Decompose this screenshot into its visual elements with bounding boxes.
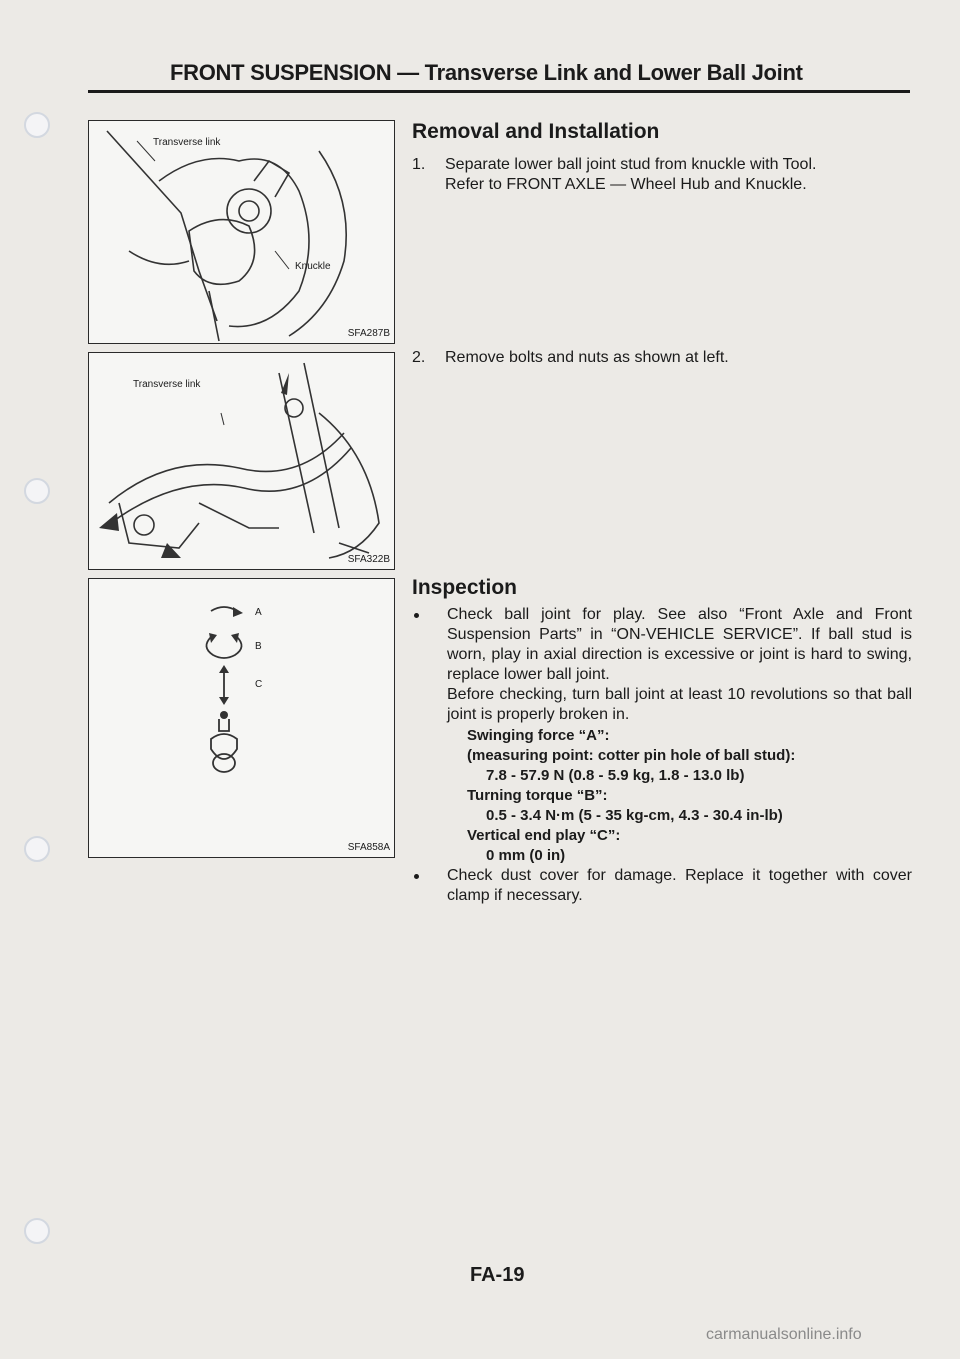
label-transverse-link: Transverse link: [153, 137, 221, 148]
inspection-text: Check ball joint for play. See also “Front Axle and Front Suspension Parts” in “ON-VEHICLE SERVICE”. If ball stud is worn, play in axial direction is excessive or joint is hard to swing, replace lower ball joint.: [447, 606, 912, 683]
spec-play-label: Vertical end play “C”:: [467, 827, 621, 844]
step-text: Refer to FRONT AXLE — Wheel Hub and Knuckle.: [445, 176, 807, 193]
step-1: [412, 155, 912, 199]
inspection-bullet-play: [414, 605, 914, 731]
spec-turn-label: Turning torque “B”:: [467, 787, 608, 804]
inspection-bullet-dust-cover: [414, 866, 914, 910]
label-transverse-link: Transverse link: [133, 379, 201, 390]
page-number: FA-19: [470, 1264, 525, 1286]
label-b: B: [255, 641, 262, 652]
figure-transverse-link-removal: [88, 352, 395, 570]
label-c: C: [255, 679, 263, 690]
bullet-dot: [414, 874, 419, 879]
step-text: Remove bolts and nuts as shown at left.: [445, 349, 729, 366]
figure-code: SFA858A: [347, 842, 390, 853]
label-a: A: [255, 607, 262, 618]
watermark: carmanualsonline.info: [706, 1326, 862, 1343]
spec-swing-note: (measuring point: cotter pin hole of ball stud):: [467, 747, 796, 764]
spec-swing-value: 7.8 - 57.9 N (0.8 - 5.9 kg, 1.8 - 13.0 lb): [486, 767, 745, 784]
binder-hole: [24, 112, 50, 138]
page-header: FRONT SUSPENSION — Transverse Link and Lower Ball Joint: [170, 60, 803, 85]
figure-ball-joint-inspection: [88, 578, 395, 858]
section-title-inspection: Inspection: [412, 576, 518, 599]
ball-joint-illustration: [89, 579, 394, 857]
section-title-removal: Removal and Installation: [412, 120, 660, 143]
bullet-dot: [414, 613, 419, 618]
label-knuckle: Knuckle: [295, 261, 331, 272]
header-rule: [88, 90, 910, 93]
knuckle-illustration: [89, 121, 394, 343]
spec-play-value: 0 mm (0 in): [486, 847, 566, 864]
spec-turn-value: 0.5 - 3.4 N·m (5 - 35 kg-cm, 4.3 - 30.4 in-lb): [486, 807, 783, 824]
step-text: Separate lower ball joint stud from knuckle with Tool.: [445, 156, 817, 173]
step-number: 1.: [412, 156, 426, 173]
binder-hole: [24, 836, 50, 862]
figure-code: SFA322B: [347, 554, 390, 565]
figure-ball-joint-separation: [88, 120, 395, 344]
binder-hole: [24, 478, 50, 504]
binder-hole: [24, 1218, 50, 1244]
inspection-text: Before checking, turn ball joint at least 10 revolutions so that ball joint is properly broken in.: [447, 686, 912, 723]
figure-code: SFA287B: [347, 328, 390, 339]
step-2: [412, 348, 912, 370]
spec-swing-label: Swinging force “A”:: [467, 727, 610, 744]
inspection-text: Check dust cover for damage. Replace it together with cover clamp if necessary.: [447, 867, 912, 904]
step-number: 2.: [412, 349, 426, 366]
